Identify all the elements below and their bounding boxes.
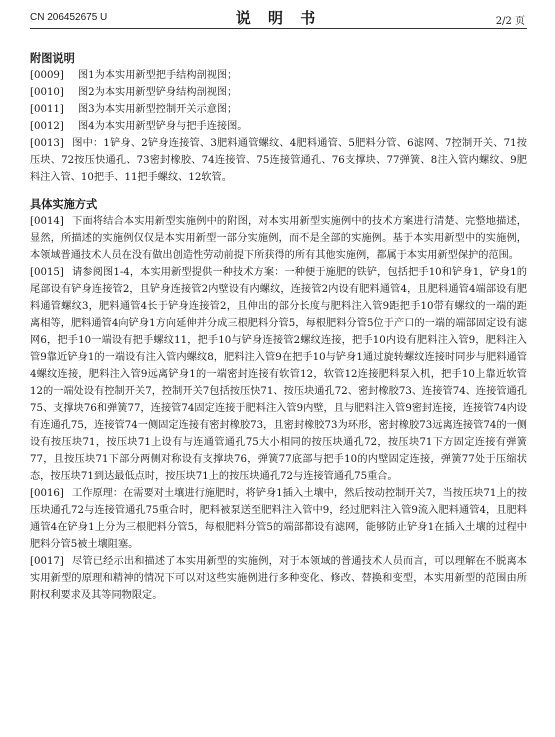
publication-number: CN 206452675 U	[30, 12, 108, 23]
paragraph-number: [0009]	[30, 70, 64, 81]
paragraph-text: 工作原理：在需要对土壤进行施肥时，将铲身1插入土壤中，然后按动控制开关7，当按压块71上的按压块通孔72与连接管通孔75重合时，肥料被泵送至肥料注入管中9，经过肥料注入管9流入肥料通管4，且肥料通管4在铲身1上分为三根肥料分管5，每根肥料分管5的端部都设有滤网，能够防止铲身1在插入土壤的过程中肥料分管5被土壤阻塞。	[30, 488, 527, 550]
paragraph-0014	[30, 213, 527, 264]
paragraph-0012	[30, 118, 527, 135]
paragraph-0009	[30, 67, 527, 84]
document-body	[30, 50, 527, 604]
section-title-embodiments: 具体实施方式	[30, 197, 98, 211]
paragraph-text: 图3为本实用新型控制开关示意图；	[78, 104, 238, 115]
paragraph-0010	[30, 84, 527, 101]
paragraph-text: 图2为本实用新型铲身结构剖视图；	[78, 87, 238, 98]
paragraph-0013	[30, 135, 527, 186]
document-title: 说 明 书	[235, 9, 322, 27]
paragraph-number: [0013]	[30, 138, 64, 149]
paragraph-text: 图中：1铲身、2铲身连接管、3肥料通管螺纹、4肥料通管、5肥料分管、6滤网、7控制开关、71按压块、72按压快通孔、73密封橡胶、74连接管、75连接管通孔、76支撑块、77弹簧、8注入管内螺纹、9肥料注入管、10把手、11把手螺纹、12软管。	[30, 138, 527, 183]
paragraph-0015	[30, 264, 527, 485]
page-header	[30, 6, 527, 29]
paragraph-number: [0015]	[30, 267, 64, 278]
paragraph-number: [0010]	[30, 87, 64, 98]
paragraph-number: [0011]	[30, 104, 64, 115]
paragraph-number: [0016]	[30, 488, 64, 499]
paragraph-text: 图1为本实用新型把手结构剖视图；	[78, 70, 238, 81]
paragraph-number: [0014]	[30, 216, 64, 227]
paragraph-number: [0012]	[30, 121, 64, 132]
paragraph-text: 请参阅图1-4，本实用新型提供一种技术方案：一种便于施肥的铁铲，包括把手10和铲身1，铲身1的尾部设有铲身连接管2，且铲身连接管2内壁设有内螺纹，连接管2内设有肥料通管4，且肥料通管4端部设有肥料通管螺纹3，肥料通管4长于铲身连接管2，且伸出的部分长度与肥料注入管9距把手10带有螺纹的一端的距离相等，肥料通管4向铲身1方向延伸并分成三根肥料分管5，每根肥料分管5位于产口的一端的端部固定设有滤网6，把手10一端设有把手螺纹11，把手10与铲身连接管2螺纹连接，把手10内设有肥料注入管9，肥料注入管9靠近铲身1的一端设有注入管内螺纹8，肥料注入管9在把手10与铲身1通过旋转螺纹连接时同步与肥料通管4螺纹连接，肥料注入管9远离铲身1的一端密封连接有软管12，软管12连接肥料泵入机，把手10上靠近软管12的一端处设有控制开关7，控制开关7包括按压快71、按压块通孔72、密封橡胶73、连接管74、连接管通孔75、支撑块76和弹簧77，连接管74固定连接于肥料注入管9内壁，且与肥料注入管9密封连接，连接管74内设有连通孔75，连接管74一侧固定连接有密封橡胶73，且密封橡胶73为环形，密封橡胶73远离连接管74的一侧设有按压块71，按压块71上设有与连通管通孔75大小相同的按压块通孔72，按压块71下方固定连接有弹簧77，且按压块71下部分两侧对称设有支撑块76，弹簧77底部与把手10的内壁固定连接，弹簧77处于压缩状态，按压块71到达最低点时，按压块71上的按压块通孔72与连接管通孔75重合。	[30, 267, 527, 482]
paragraph-0016	[30, 485, 527, 553]
paragraph-0011	[30, 101, 527, 118]
page-number: 2/2 页	[495, 16, 525, 27]
paragraph-number: [0017]	[30, 556, 64, 567]
paragraph-text: 尽管已经示出和描述了本实用新型的实施例，对于本领域的普通技术人员而言，可以理解在不脱离本实用新型的原理和精神的情况下可以对这些实施例进行多种变化、修改、替换和变型，本实用新型的范围由所附权利要求及其等同物限定。	[30, 556, 527, 601]
section-title-figures: 附图说明	[30, 51, 75, 65]
paragraph-text: 下面将结合本实用新型实施例中的附图，对本实用新型实施例中的技术方案进行清楚、完整地描述，显然，所描述的实施例仅仅是本实用新型一部分实施例，而不是全部的实施例。基于本实用新型中的实施例，本领域普通技术人员在没有做出创造性劳动前提下所获得的所有其他实施例，都属于本实用新型保护的范围。	[30, 216, 527, 261]
paragraph-0017	[30, 553, 527, 604]
paragraph-text: 图4为本实用新型铲身与把手连接图。	[78, 121, 248, 132]
